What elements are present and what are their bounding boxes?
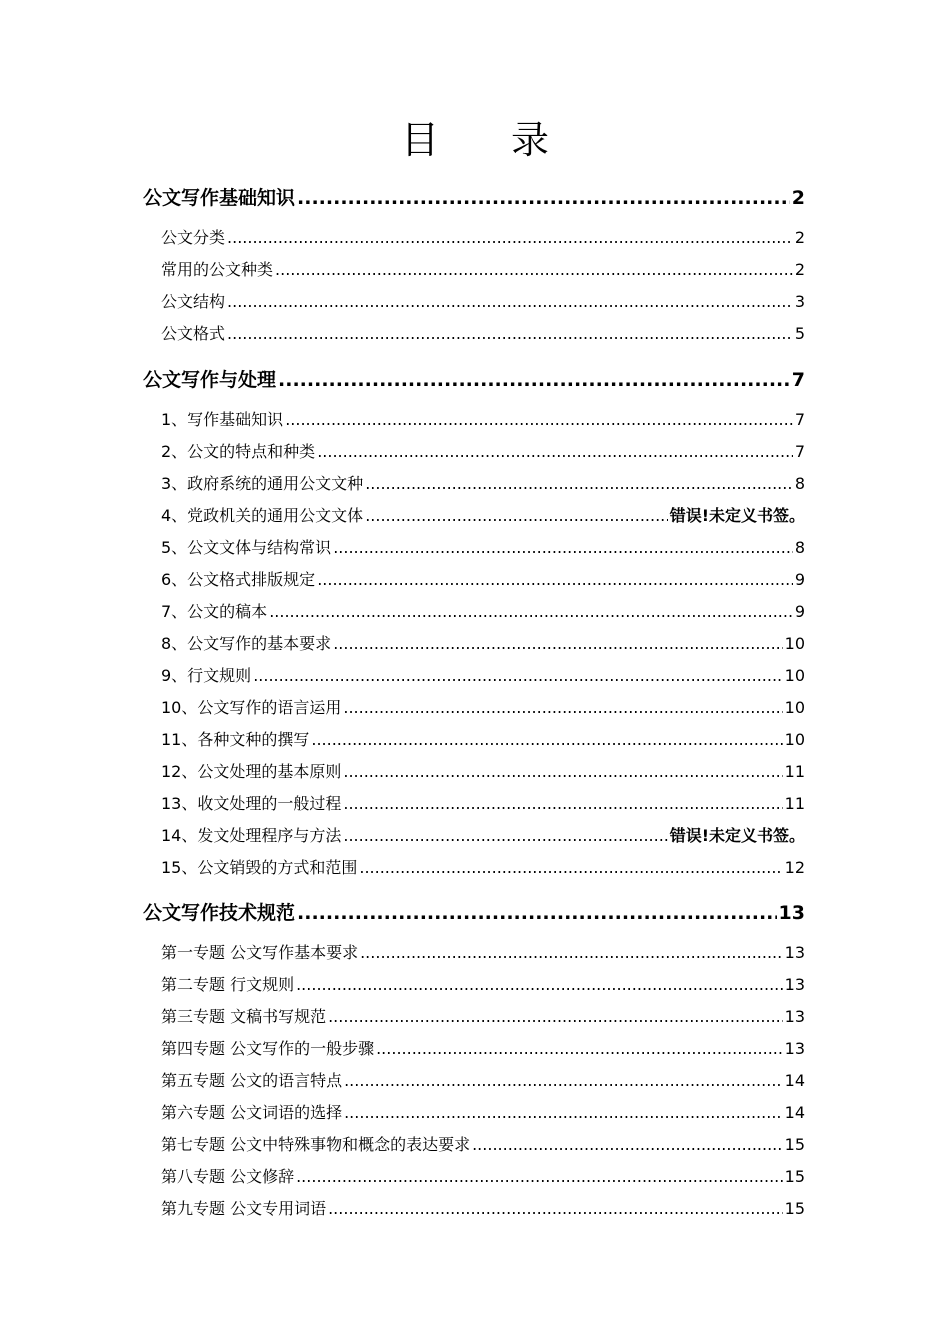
toc-entry-label: 9、行文规则 (161, 666, 252, 685)
toc-entry-page-number: 错误!未定义书签。 (669, 506, 805, 525)
toc-entry-label: 公文分类 (161, 228, 226, 247)
toc-entry[interactable] (161, 973, 805, 997)
toc-entry[interactable] (161, 696, 805, 720)
toc-heading-label: 公文写作与处理 (143, 369, 277, 391)
dot-leader (275, 258, 793, 282)
toc-entry-label: 8、公文写作的基本要求 (161, 634, 332, 653)
toc-entry-page-number: 8 (794, 474, 805, 493)
toc-entry-label: 第五专题 公文的语言特点 (161, 1071, 343, 1090)
dot-leader (311, 728, 782, 752)
toc-entry-page-number: 10 (784, 730, 805, 749)
toc-entry-label: 7、公文的稿本 (161, 602, 268, 621)
toc-heading[interactable] (143, 366, 805, 394)
toc-entry-label: 10、公文写作的语言运用 (161, 698, 342, 717)
dot-leader (296, 1165, 783, 1189)
toc-entry-page-number: 14 (784, 1103, 805, 1122)
dot-leader (359, 856, 782, 880)
toc-entry-page-number: 7 (794, 442, 805, 461)
toc-entry[interactable] (161, 792, 805, 816)
toc-heading-label: 公文写作技术规范 (143, 902, 296, 924)
toc-entry[interactable] (161, 856, 805, 880)
toc-entry-page-number: 9 (794, 602, 805, 621)
toc-entry[interactable] (161, 760, 805, 784)
toc-entry-label: 11、各种文种的撰写 (161, 730, 310, 749)
toc-entry-page-number: 12 (784, 858, 805, 877)
dot-leader (278, 366, 790, 394)
dot-leader (376, 1037, 783, 1061)
toc-entry-label: 第二专题 行文规则 (161, 975, 295, 994)
toc-entry-label: 6、公文格式排版规定 (161, 570, 316, 589)
toc-entry-label: 14、发文处理程序与方法 (161, 826, 342, 845)
dot-leader (227, 322, 793, 346)
toc-entry-page-number: 13 (784, 1007, 805, 1026)
toc-entry-page-number: 15 (784, 1135, 805, 1154)
dot-leader (365, 472, 793, 496)
toc-entry[interactable] (161, 408, 805, 432)
dot-leader (344, 1101, 783, 1125)
toc-entry[interactable] (161, 1037, 805, 1061)
dot-leader (285, 408, 793, 432)
toc-entry-label: 公文结构 (161, 292, 226, 311)
dot-leader (365, 504, 668, 528)
dot-leader (343, 824, 667, 848)
toc-entry-label: 第八专题 公文修辞 (161, 1167, 295, 1186)
toc-entry-page-number: 2 (794, 228, 805, 247)
toc-heading-label: 公文写作基础知识 (143, 187, 296, 209)
toc-entry-label: 第四专题 公文写作的一般步骤 (161, 1039, 375, 1058)
toc-entry-label: 第六专题 公文词语的选择 (161, 1103, 343, 1122)
toc-entry-label: 常用的公文种类 (161, 260, 274, 279)
toc-entry-page-number: 14 (784, 1071, 805, 1090)
toc-heading-page-number: 13 (778, 902, 805, 924)
toc-entry-label: 第三专题 文稿书写规范 (161, 1007, 327, 1026)
toc-entry-page-number: 2 (794, 260, 805, 279)
toc-entry[interactable] (161, 226, 805, 250)
toc-entry-page-number: 8 (794, 538, 805, 557)
dot-leader (360, 941, 783, 965)
toc-entry-page-number: 15 (784, 1199, 805, 1218)
toc-entry-page-number: 9 (794, 570, 805, 589)
toc-entry-label: 第一专题 公文写作基本要求 (161, 943, 359, 962)
toc-entry[interactable] (161, 664, 805, 688)
toc-entry-label: 15、公文销毁的方式和范围 (161, 858, 358, 877)
toc-entry-label: 3、政府系统的通用公文文种 (161, 474, 364, 493)
dot-leader (344, 1069, 783, 1093)
toc-entry-label: 12、公文处理的基本原则 (161, 762, 342, 781)
toc-entry[interactable] (161, 1165, 805, 1189)
dot-leader (343, 760, 782, 784)
dot-leader (227, 226, 793, 250)
dot-leader (333, 632, 782, 656)
dot-leader (343, 792, 782, 816)
toc-entry[interactable] (161, 1069, 805, 1093)
toc-entry[interactable] (161, 941, 805, 965)
toc-entry-label: 第九专题 公文专用词语 (161, 1199, 327, 1218)
toc-entry[interactable] (161, 1197, 805, 1221)
toc-entry-page-number: 15 (784, 1167, 805, 1186)
toc-entry[interactable] (161, 290, 805, 314)
toc-entry-page-number: 错误!未定义书签。 (669, 826, 805, 845)
dot-leader (328, 1197, 783, 1221)
dot-leader (343, 696, 782, 720)
toc-entry-page-number: 10 (784, 666, 805, 685)
toc-entry-page-number: 7 (794, 410, 805, 429)
toc-entry[interactable] (161, 568, 805, 592)
toc-entry-label: 公文格式 (161, 324, 226, 343)
toc-entry-page-number: 13 (784, 1039, 805, 1058)
toc-entry[interactable] (161, 728, 805, 752)
toc-entry-label: 4、党政机关的通用公文文体 (161, 506, 364, 525)
dot-leader (297, 184, 790, 212)
toc-entry-label: 2、公文的特点和种类 (161, 442, 316, 461)
toc-entry-label: 13、收文处理的一般过程 (161, 794, 342, 813)
toc-entry-label: 第七专题 公文中特殊事物和概念的表达要求 (161, 1135, 471, 1154)
dot-leader (253, 664, 782, 688)
page-title: 目 录 (400, 118, 580, 162)
toc-entry[interactable] (161, 600, 805, 624)
dot-leader (472, 1133, 783, 1157)
toc-heading[interactable] (143, 184, 805, 212)
toc-entry[interactable] (161, 536, 805, 560)
toc-entry-label: 1、写作基础知识 (161, 410, 284, 429)
toc-entry[interactable] (161, 322, 805, 346)
toc-entry-page-number: 11 (784, 794, 805, 813)
toc-entry-label: 5、公文文体与结构常识 (161, 538, 332, 557)
dot-leader (333, 536, 793, 560)
toc-entry[interactable] (161, 824, 805, 848)
toc-entry-page-number: 10 (784, 634, 805, 653)
toc-entry[interactable] (161, 1101, 805, 1125)
toc-entry[interactable] (161, 1005, 805, 1029)
toc-heading[interactable] (143, 899, 805, 927)
toc-entry[interactable] (161, 632, 805, 656)
dot-leader (317, 568, 793, 592)
dot-leader (297, 899, 777, 927)
toc-entry[interactable] (161, 258, 805, 282)
toc-heading-page-number: 7 (791, 369, 805, 391)
toc-entry[interactable] (161, 1133, 805, 1157)
toc-entry[interactable] (161, 472, 805, 496)
toc-entry-page-number: 3 (794, 292, 805, 311)
toc-entry-page-number: 13 (784, 943, 805, 962)
toc-entry[interactable] (161, 440, 805, 464)
dot-leader (328, 1005, 783, 1029)
dot-leader (269, 600, 793, 624)
toc-entry-page-number: 11 (784, 762, 805, 781)
dot-leader (317, 440, 793, 464)
toc-entry[interactable] (161, 504, 805, 528)
toc-entry-page-number: 13 (784, 975, 805, 994)
dot-leader (227, 290, 793, 314)
dot-leader (296, 973, 783, 997)
toc-entry-page-number: 5 (794, 324, 805, 343)
toc-heading-page-number: 2 (791, 187, 805, 209)
toc-entry-page-number: 10 (784, 698, 805, 717)
